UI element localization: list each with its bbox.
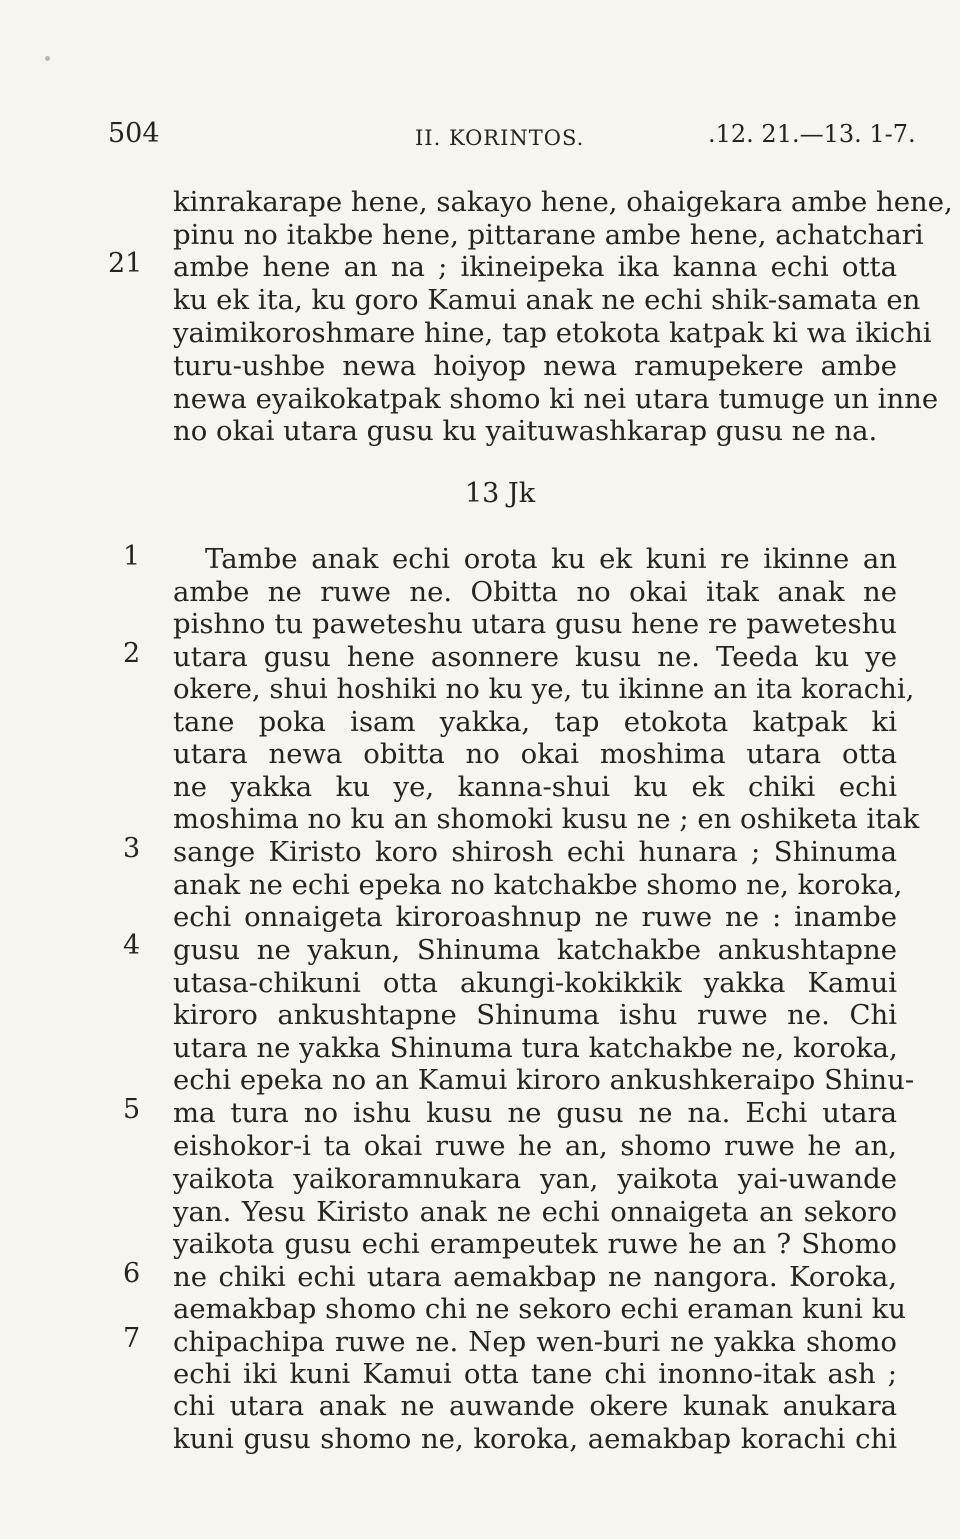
- text-line: aemakbap shomo chi ne sekoro echi eraman kuni ku: [173, 1293, 906, 1325]
- page-number: 504: [108, 118, 160, 149]
- text-line: kiroro ankushtapne Shinuma ishu ruwe ne. Chi: [173, 999, 897, 1031]
- text-line: pishno tu paweteshu utara gusu hene re paweteshu: [173, 608, 897, 640]
- text-line: yan. Yesu Kiristo anak ne echi onnaigeta an sekoro: [173, 1196, 897, 1228]
- text-line: newa eyaikokatpak shomo ki nei utara tumuge un inne: [173, 383, 939, 415]
- text-line: anak ne echi epeka no katchakbe shomo ne, koroka,: [173, 869, 903, 901]
- text-line: ne yakka ku ye, kanna-shui ku ek chiki echi: [173, 771, 897, 803]
- text-line: yaikota yaikoramnukara yan, yaikota yai-uwande: [173, 1163, 897, 1195]
- verse-number: 21: [108, 248, 143, 279]
- text-line: turu-ushbe newa hoiyop newa ramupekere ambe: [173, 350, 897, 382]
- ink-speck: [45, 56, 50, 61]
- text-line: sange Kiristo koro shirosh echi hunara ; Shinuma: [173, 836, 897, 868]
- chapter-verse-reference: .12. 21.—13. 1-7.: [708, 120, 916, 148]
- text-line: tane poka isam yakka, tap etokota katpak ki: [173, 706, 897, 738]
- text-line: ku ek ita, ku goro Kamui anak ne echi shik-samata en: [173, 284, 921, 316]
- verse-number: 3: [123, 833, 141, 864]
- text-line: ambe ne ruwe ne. Obitta no okai itak anak ne: [173, 576, 897, 608]
- verse-number: 1: [123, 541, 141, 572]
- verse-number: 5: [123, 1094, 141, 1125]
- text-line: ma tura no ishu kusu ne gusu ne na. Echi utara: [173, 1097, 897, 1129]
- text-line: gusu ne yakun, Shinuma katchakbe ankushtapne: [173, 934, 897, 966]
- text-line: kinrakarape hene, sakayo hene, ohaigekara ambe hene,: [173, 186, 953, 218]
- text-line: echi iki kuni Kamui otta tane chi inonno-itak ash ;: [173, 1358, 897, 1390]
- text-line: echi epeka no an Kamui kiroro ankushkeraipo Shinu-: [173, 1064, 915, 1096]
- text-line: yaikota gusu echi erampeutek ruwe he an ? Shomo: [173, 1228, 897, 1260]
- text-line: moshima no ku an shomoki kusu ne ; en oshiketa itak: [173, 803, 920, 835]
- text-line: pinu no itakbe hene, pittarane ambe hene, achatchari: [173, 219, 924, 251]
- text-line: yaimikoroshmare hine, tap etokota katpak ki wa ikichi: [173, 317, 932, 349]
- chapter-heading: 13 Jk: [464, 478, 536, 509]
- verse-number: 6: [123, 1258, 141, 1289]
- text-line: Tambe anak echi orota ku ek kuni re ikinne an: [205, 543, 897, 575]
- text-line: okere, shui hoshiki no ku ye, tu ikinne an ita korachi,: [173, 673, 915, 705]
- text-line: utara newa obitta no okai moshima utara otta: [173, 738, 897, 770]
- text-line: utara gusu hene asonnere kusu ne. Teeda ku ye: [173, 641, 897, 673]
- verse-number: 7: [123, 1323, 141, 1354]
- text-line: chi utara anak ne auwande okere kunak anukara: [173, 1390, 897, 1422]
- text-line: ne chiki echi utara aemakbap ne nangora. Koroka,: [173, 1261, 897, 1293]
- text-line: echi onnaigeta kiroroashnup ne ruwe ne : inambe: [173, 901, 897, 933]
- verse-number: 4: [123, 930, 141, 961]
- text-line: ambe hene an na ; ikineipeka ika kanna echi otta: [173, 251, 897, 283]
- text-line: chipachipa ruwe ne. Nep wen-buri ne yakka shomo: [173, 1326, 897, 1358]
- text-line: kuni gusu shomo ne, koroka, aemakbap korachi chi: [173, 1423, 897, 1455]
- text-line: no okai utara gusu ku yaituwashkarap gusu ne na.: [173, 415, 878, 447]
- page-header: [0, 118, 960, 158]
- text-line: eishokor-i ta okai ruwe he an, shomo ruwe he an,: [173, 1130, 897, 1162]
- verse-number: 2: [123, 638, 141, 669]
- text-line: utasa-chikuni otta akungi-kokikkik yakka Kamui: [173, 967, 897, 999]
- text-line: utara ne yakka Shinuma tura katchakbe ne, koroka,: [173, 1032, 898, 1064]
- running-title: II. KORINTOS.: [415, 126, 585, 150]
